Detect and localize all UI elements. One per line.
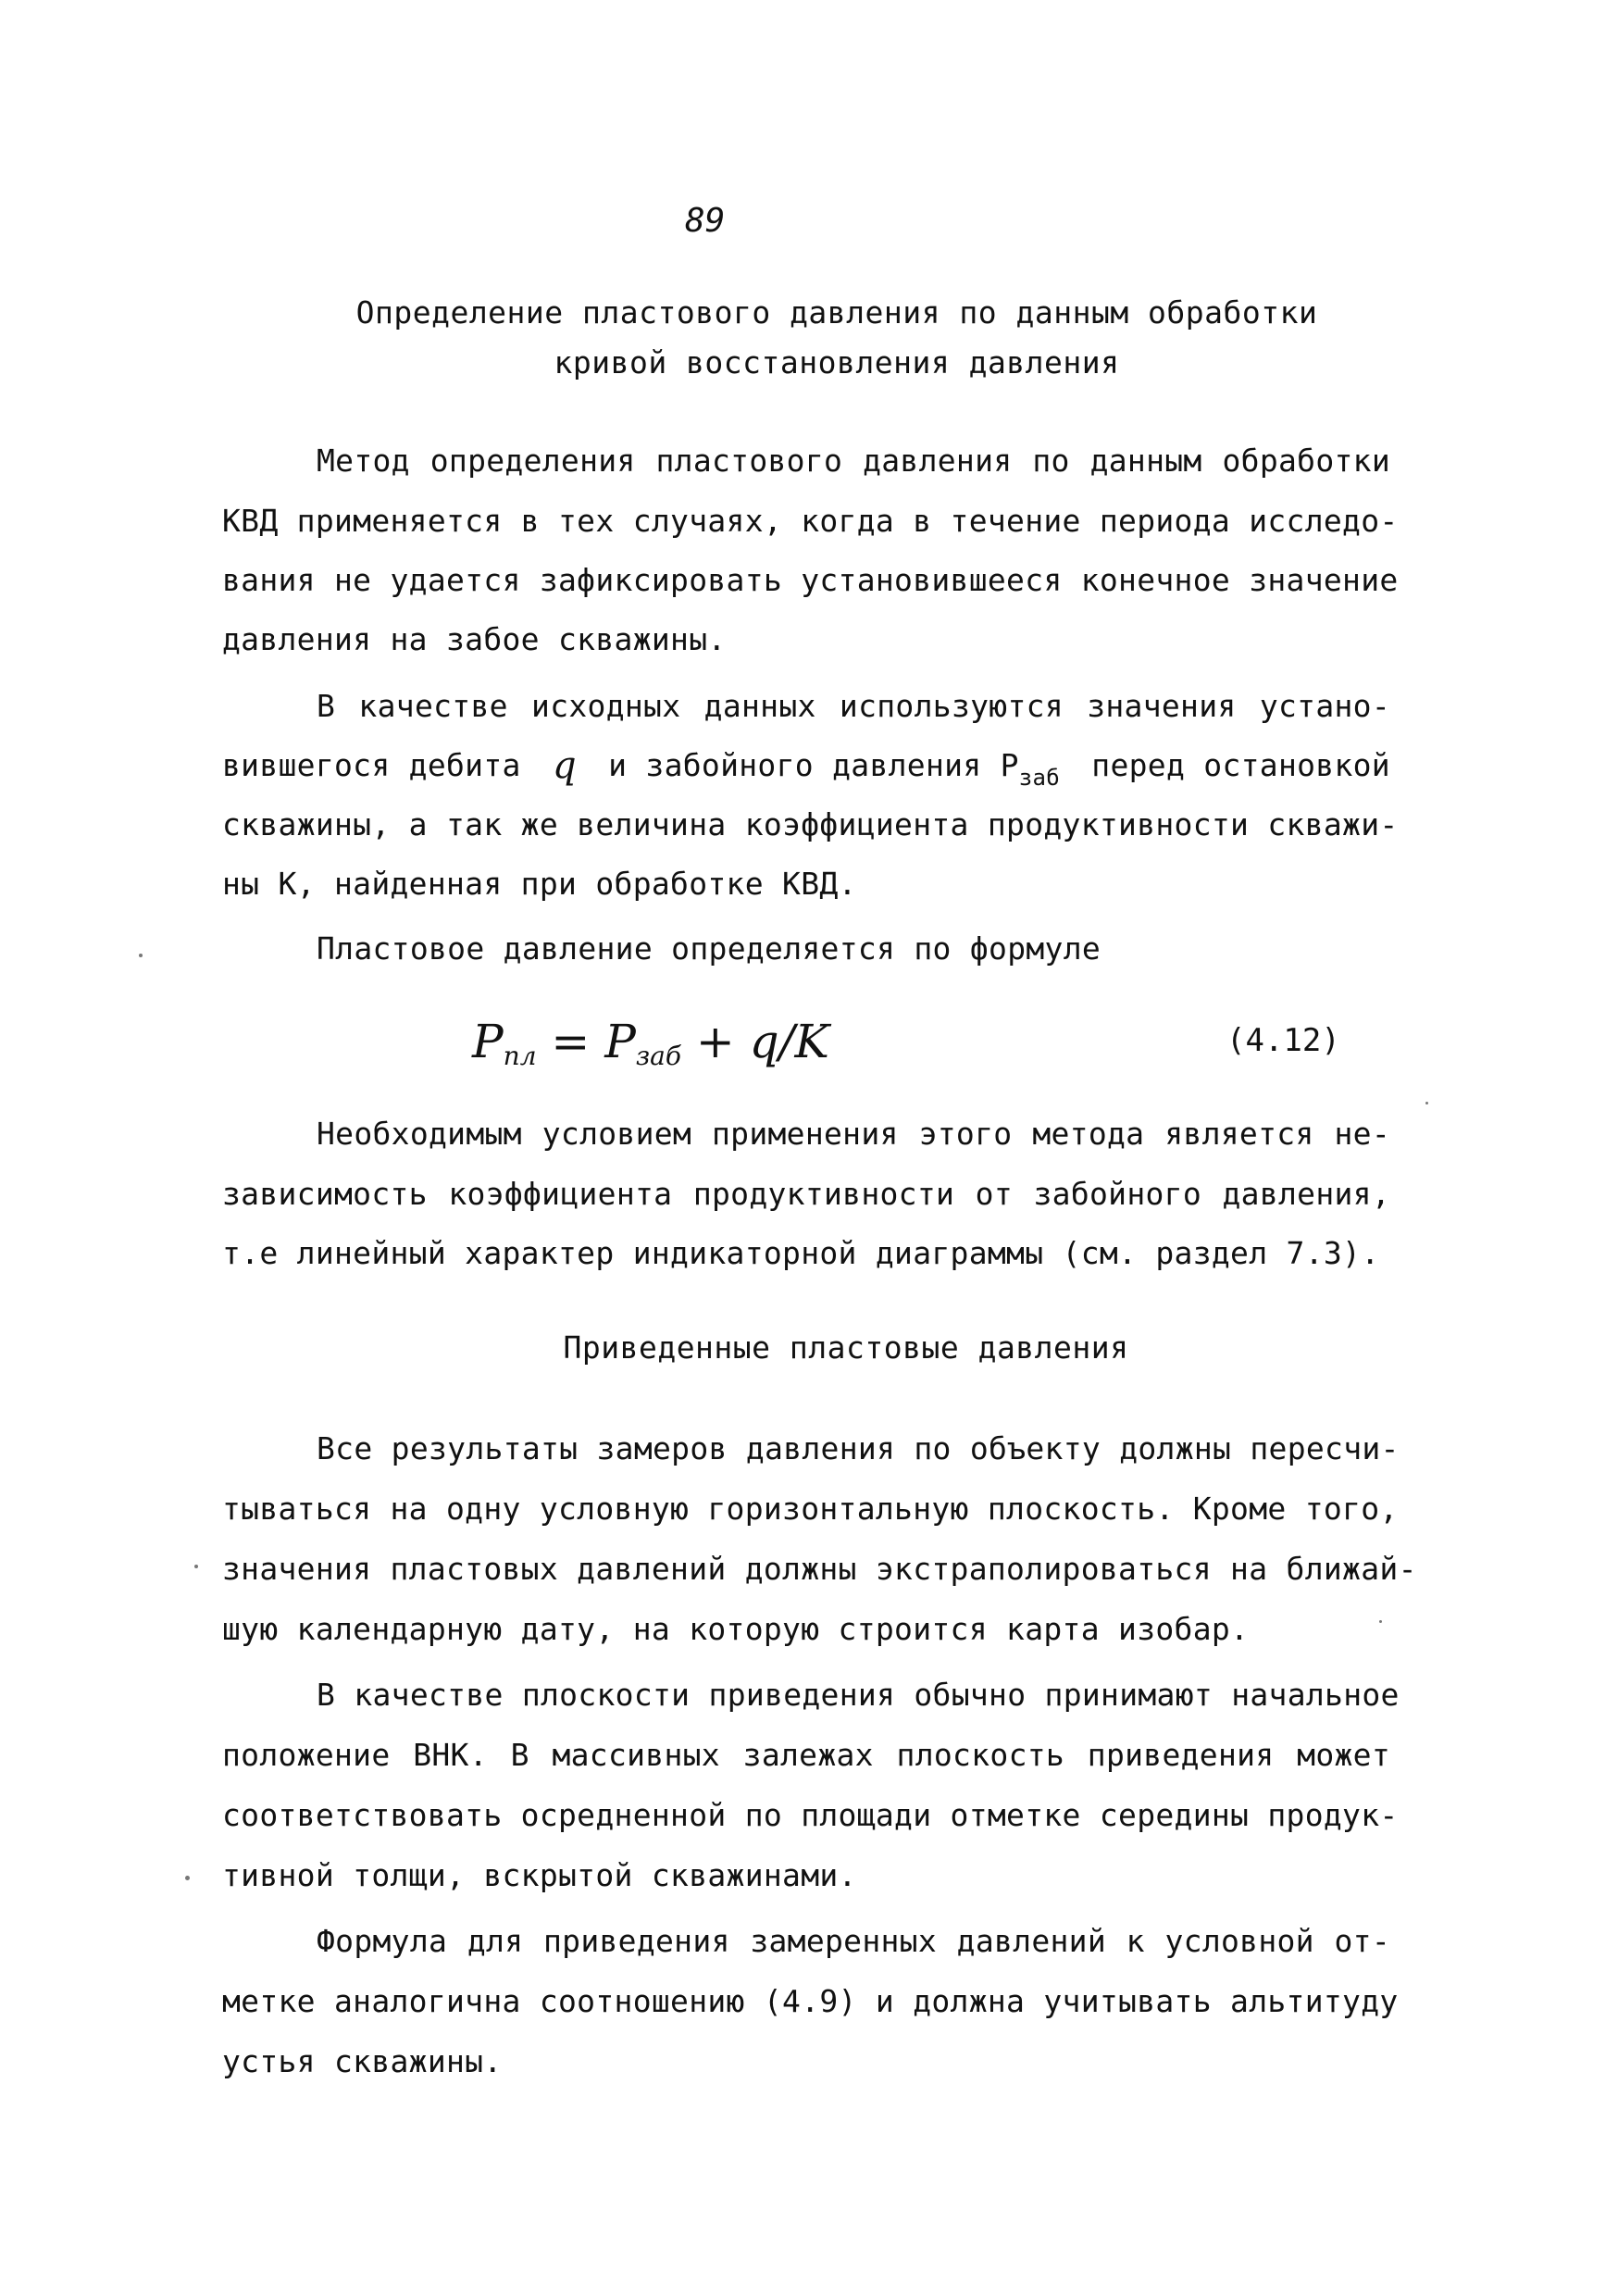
para7-line3: устья скважины.	[222, 2043, 503, 2079]
debit-symbol: q	[552, 744, 577, 787]
page-number: 89	[685, 202, 726, 240]
para5-line4: шую календарную дату, на которую строится карта изобар.	[222, 1611, 1250, 1647]
para4-line3: т.е линейный характер индикаторной диаграммы (см. раздел 7.3).	[222, 1235, 1380, 1271]
para6-line2: положение ВНК. В массивных залежах плоскость приведения может	[222, 1737, 1390, 1773]
para5-line3: значения пластовых давлений должны экстраполироваться на ближай-	[222, 1551, 1417, 1587]
formula-p1-sub: пл	[503, 1041, 537, 1071]
para2-line1: В качестве исходных данных используются значения устано-	[317, 688, 1390, 724]
para3-line1: Пластовое давление определяется по формуле	[317, 930, 1101, 967]
subsection-title: Приведенные пластовые давления	[563, 1329, 1129, 1366]
scan-speck	[185, 1876, 190, 1880]
para7-line1: Формула для приведения замеренных давлений к условной от-	[317, 1923, 1390, 1959]
para2-line2-end: перед остановкой	[1091, 747, 1390, 783]
formula-number: (4.12)	[1226, 1022, 1340, 1059]
para2-line2-middle	[608, 747, 1061, 791]
formula	[472, 1015, 829, 1071]
para1-line4: давления на забое скважины.	[222, 621, 727, 657]
para2-line2-start: вившегося дебита	[222, 747, 521, 783]
para2-line2-mid-text: и забойного давления Р	[608, 747, 1019, 783]
para2-line2	[222, 744, 1390, 791]
para4-line1: Необходимым условием применения этого метода является не-	[317, 1116, 1390, 1152]
para2-line4: ны К, найденная при обработке КВД.	[222, 866, 857, 902]
para1-line3: вания не удается зафиксировать установившееся конечное значение	[222, 562, 1399, 598]
para2-line3: скважины, а так же величина коэффициента продуктивности скважи-	[222, 806, 1399, 842]
formula-equals: =	[536, 1015, 605, 1068]
para1-line1: Метод определения пластового давления по данным обработки	[317, 443, 1390, 479]
pressure-subscript: заб	[1018, 765, 1061, 791]
para7-line2: метке аналогична соотношению (4.9) и должна учитывать альтитуду	[222, 1983, 1399, 2019]
scan-speck	[194, 1565, 198, 1568]
formula-p2: P	[604, 1015, 636, 1068]
para6-line3: соответствовать осредненной по площади отметке середины продук-	[222, 1797, 1399, 1833]
formula-p2-sub: заб	[635, 1041, 681, 1071]
formula-p1: P	[472, 1015, 504, 1068]
scan-speck	[139, 954, 143, 957]
section-title-line2: кривой восстановления давления	[554, 344, 1120, 381]
section-title-line1: Определение пластового давления по данным обработки	[355, 294, 1318, 331]
scan-speck	[1425, 1102, 1428, 1104]
para1-line2: КВД применяется в тех случаях, когда в течение периода исследо-	[222, 503, 1399, 539]
para5-line1: Все результаты замеров давления по объекту должны пересчи-	[317, 1430, 1400, 1466]
formula-rest: + q/K	[680, 1015, 829, 1068]
scan-speck	[1379, 1620, 1382, 1623]
para6-line4: тивной толщи, вскрытой скважинами.	[222, 1857, 857, 1893]
para4-line2: зависимость коэффициента продуктивности от забойного давления,	[222, 1176, 1390, 1212]
para6-line1: В качестве плоскости приведения обычно принимают начальное	[317, 1677, 1400, 1713]
para5-line2: тываться на одну условную горизонтальную плоскость. Кроме того,	[222, 1491, 1399, 1527]
